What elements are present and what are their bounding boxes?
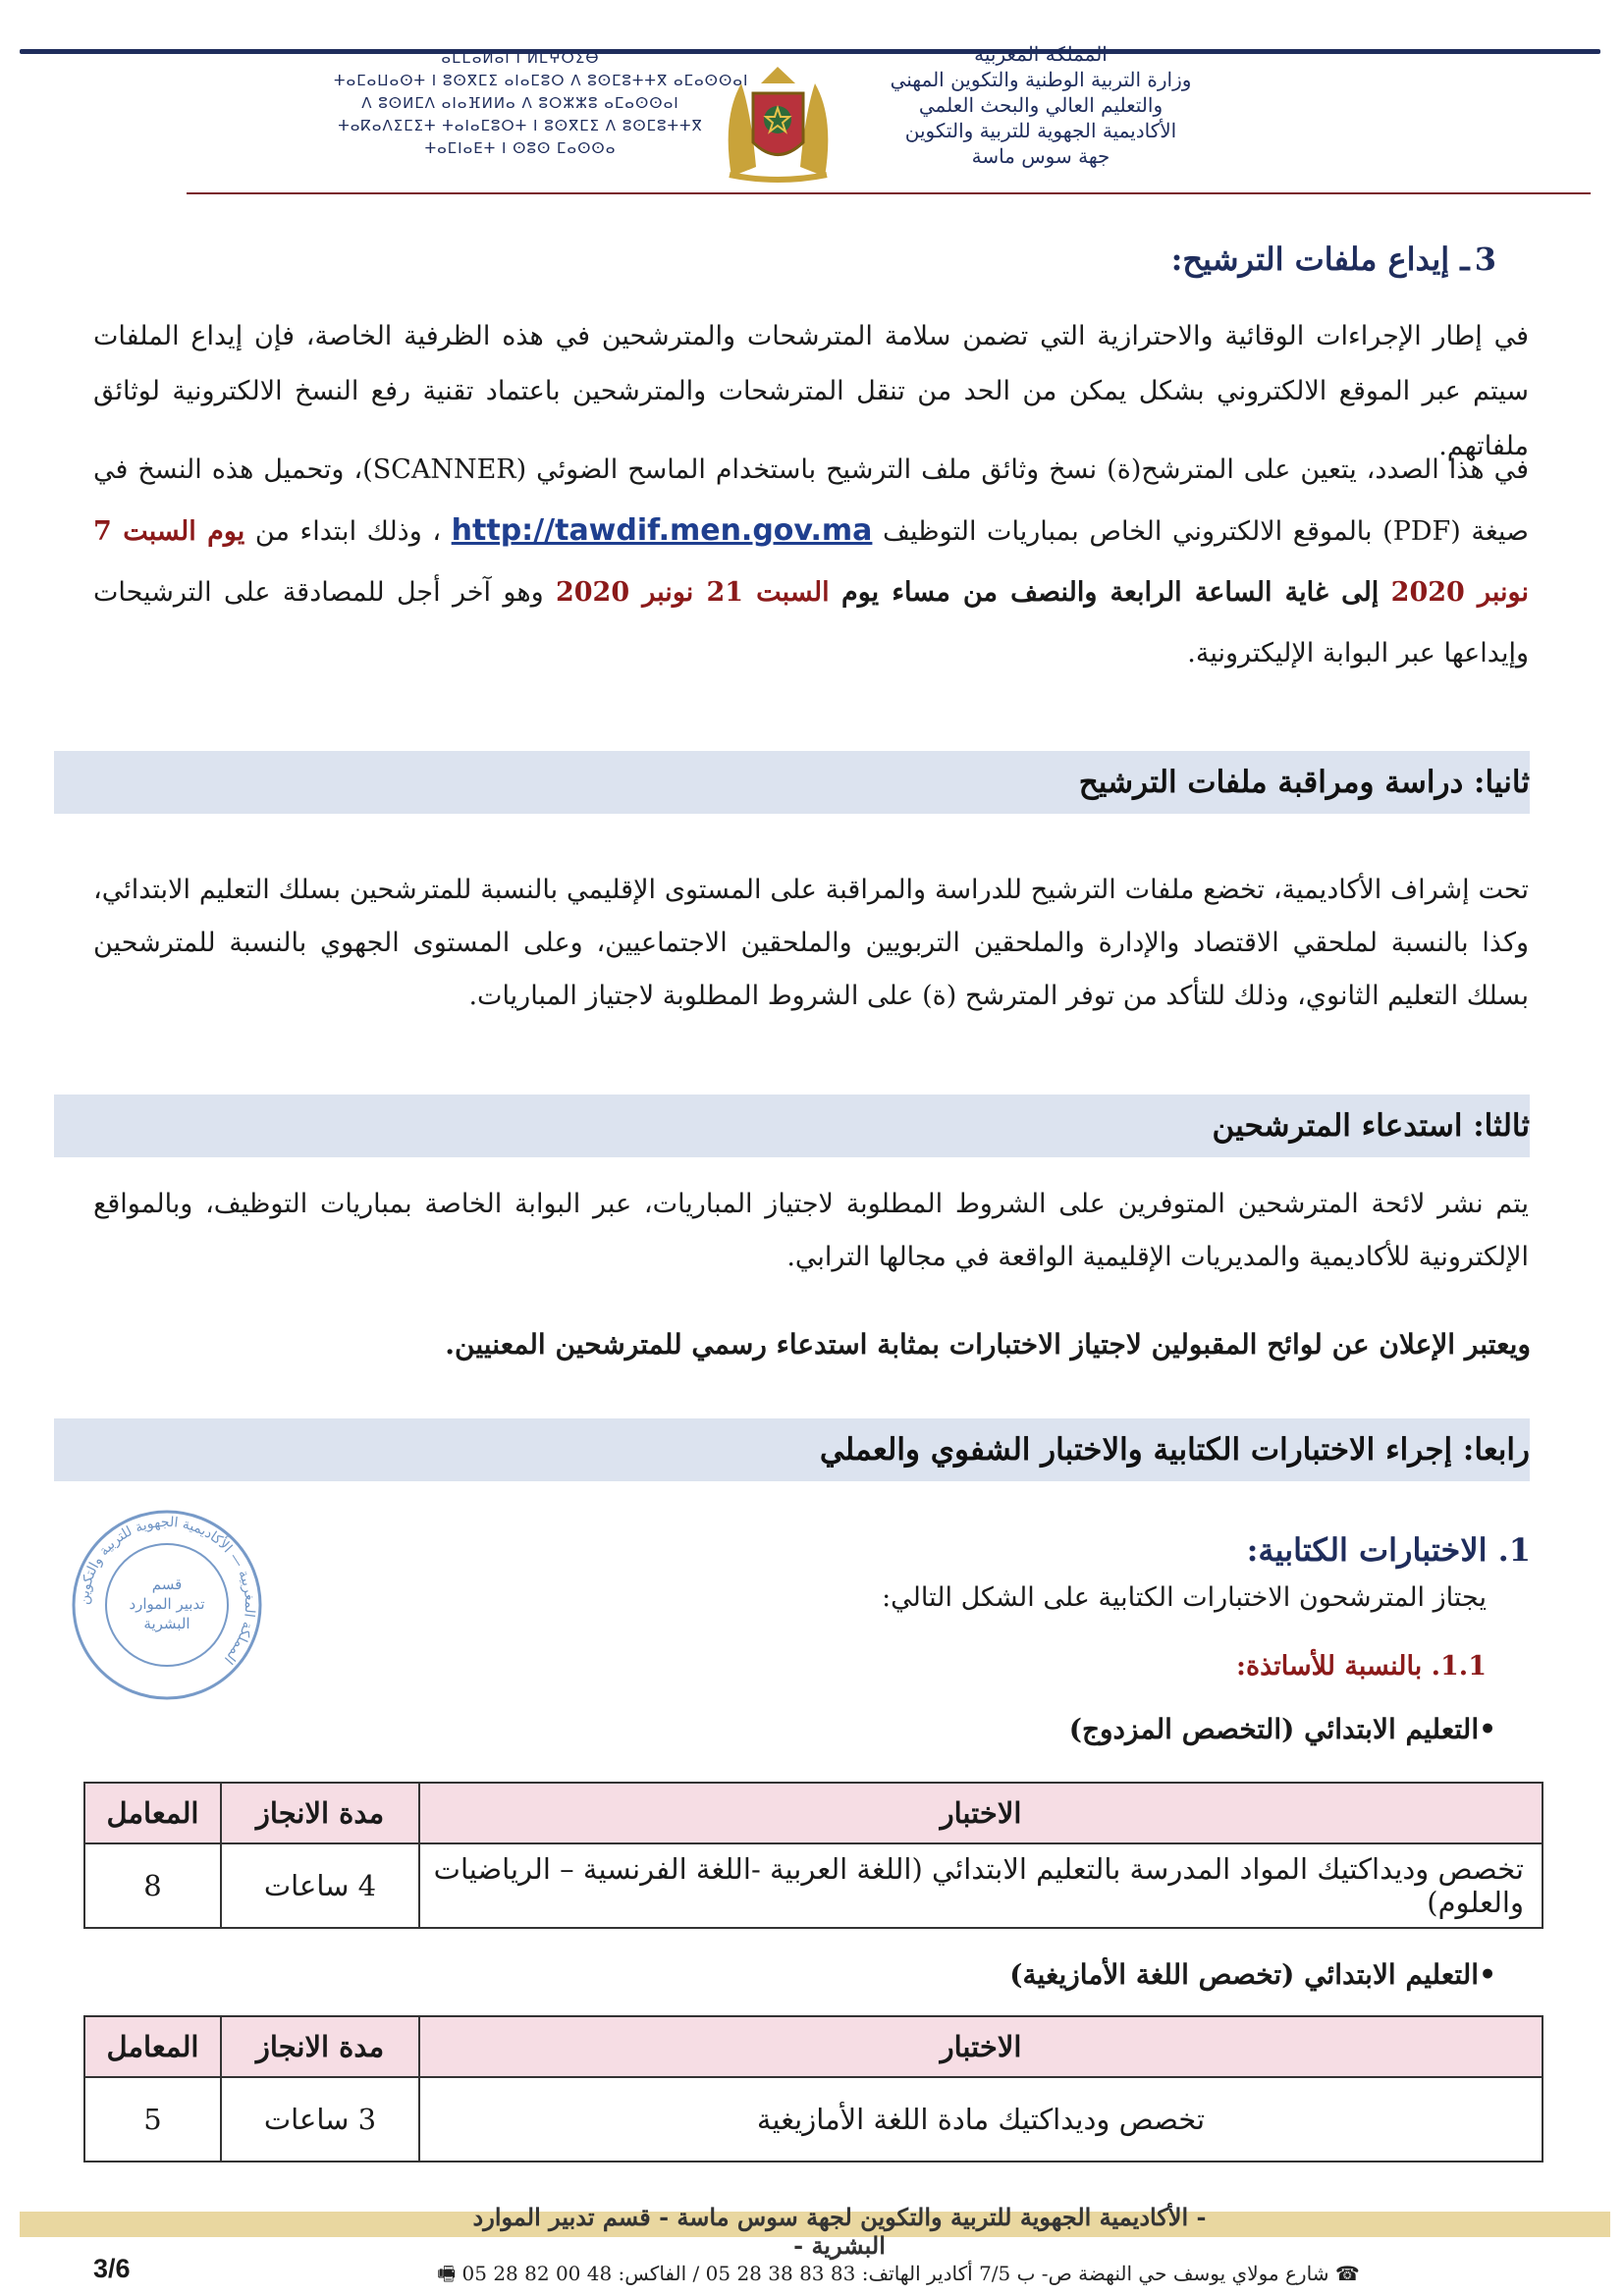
footer-title: - الأكاديمية الجهوية للتربية والتكوين لجهة سوس ماسة - قسم تدبير الموارد البشرية - [472, 2203, 1207, 2260]
header-exam: الاختبار [419, 1783, 1543, 1843]
section-four-bar [54, 1418, 1530, 1481]
bullet-icon: • [1479, 1713, 1496, 1745]
header-duration: مدة الانجاز [221, 1783, 419, 1843]
fax-icon: 🖷 [437, 2262, 457, 2285]
cell-duration: 4 ساعات [221, 1843, 419, 1928]
cell-coef: 5 [84, 2077, 221, 2162]
primary-amazigh-table [83, 2015, 1543, 2163]
section-three-paragraph: يتم نشر لائحة المترشحين المتوفرين على الشروط المطلوبة لاجتياز المباريات، عبر البوابة الخاصة بمباريات التوظيف، وبالمواقع الإلكترونية للأكاديمية والمديريات الإقليمية الواقعة في مجالها الترابي. [93, 1189, 1529, 1272]
section3-paragraph-2 [93, 440, 1529, 684]
cell-duration: 3 ساعات [221, 2077, 419, 2162]
header-coef: المعامل [84, 2016, 221, 2077]
footer-address [295, 2260, 1502, 2293]
coat-of-arms-emblem [712, 59, 844, 187]
table-row [84, 2077, 1543, 2162]
header-line: والتعليم العالي والبحث العلمي [918, 93, 1164, 117]
table2-caption [1009, 1958, 1496, 1991]
p2-end: وهو آخر أجل للمصادقة على الترشيحات وإيداعها عبر البوابة الإليكترونية. [93, 577, 1529, 668]
p2-text-b: ، وذلك ابتداء من [254, 516, 442, 547]
written-exams-heading: 1. الاختبارات الكتابية: [1246, 1531, 1531, 1569]
bullet-icon: • [1479, 1958, 1496, 1991]
table1-caption [1069, 1713, 1496, 1745]
stamp-line: البشرية [143, 1615, 190, 1632]
section-four-title: رابعا: إجراء الاختبارات الكتابية والاختبار الشفوي والعملي [819, 1432, 1530, 1468]
primary-dual-table [83, 1782, 1543, 1929]
section-two-title: ثانيا: دراسة ومراقبة ملفات الترشيح [1078, 765, 1530, 800]
header-exam: الاختبار [419, 2016, 1543, 2077]
table-header-row [84, 2016, 1543, 2077]
p2-mid: إلى غاية الساعة الرابعة والنصف من مساء يوم [840, 577, 1380, 608]
section-three-bold-note: ويعتبر الإعلان عن لوائح المقبولين لاجتياز الاختبارات بمثابة استدعاء رسمي للمترشحين المعنيين. [445, 1328, 1531, 1361]
teachers-subheading: 1.1. بالنسبة للأساتذة: [1236, 1651, 1487, 1682]
section-three-bar [54, 1095, 1530, 1157]
page-number: 3/6 [93, 2254, 131, 2283]
header-line: ⴰⵎⵎⴰⵍⴰⵏ ⵏ ⵍⵎⵖⵔⵉⴱ [441, 49, 600, 67]
header-line: ⵜⴰⵎⵏⴰⴹⵜ ⵏ ⵙⵓⵙ ⵎⴰⵙⵙⴰ [424, 139, 617, 157]
header-line: ⵜⴰⴽⴰⴷⵉⵎⵉⵜ ⵜⴰⵏⴰⵎⵓⵔⵜ ⵏ ⵓⵙⴳⵎⵉ ⴷ ⵓⵙⵎⵓⵜⵜⴳ [338, 117, 703, 134]
section-three-title: ثالثا: استدعاء المترشحين [1212, 1108, 1530, 1144]
stamp-line: تدبير الموارد [129, 1595, 205, 1613]
table2-caption-text: التعليم الابتدائي (تخصص اللغة الأمازيغية) [1009, 1958, 1480, 1991]
section3-number: 3 [1474, 240, 1496, 278]
header-duration: مدة الانجاز [221, 2016, 419, 2077]
stamp-line: قسم [151, 1575, 183, 1593]
official-stamp [69, 1507, 265, 1703]
cell-exam: تخصص وديداكتيك المواد المدرسة بالتعليم الابتدائي (اللغة العربية -اللغة الفرنسية – الرياضيات والعلوم) [419, 1843, 1543, 1928]
header-top-rule [20, 49, 1600, 54]
section3-heading [1171, 240, 1496, 278]
cell-coef: 8 [84, 1843, 221, 1928]
stamp-ring-text: المملكة المغربية — الأكاديمية الجهوية للتربية والتكوين [76, 1514, 258, 1668]
tawdif-link[interactable]: http://tawdif.men.gov.ma [451, 513, 873, 548]
written-exams-intro: يجتاز المترشحون الاختبارات الكتابية على الشكل التالي: [882, 1582, 1487, 1613]
header-line: وزارة التربية الوطنية والتكوين المهني [890, 68, 1192, 91]
p2-end-date: السبت 21 نونبر 2020 [555, 577, 830, 608]
footer-address-text: شارع مولاي يوسف حي النهضة ص- ب 7/5 أكادير الهاتف: 83 83 38 28 05 / الفاكس: 48 00 82 28 05 [461, 2262, 1329, 2285]
header-line: جهة سوس ماسة [971, 144, 1110, 168]
section3-title: ـ إيداع ملفات الترشيح: [1170, 240, 1470, 278]
section3-paragraph-1: في إطار الإجراءات الوقائية والاحترازية التي تضمن سلامة المترشحات والمترشحين في هذه الظرفية الخاصة، فإن إيداع الملفات سيتم عبر الموقع الالكتروني بشكل يمكن من الحد من تنقل المترشحات والمترشحين باعتماد تقنية رفع النسخ الالكترونية لوثائق ملفاتهم. [93, 321, 1529, 461]
section-two-paragraph: تحت إشراف الأكاديمية، تخضع ملفات الترشيح للدراسة والمراقبة على المستوى الإقليمي بالنسبة للمترشحين بسلك التعليم الابتدائي، وكذا بالنسبة لملحقي الاقتصاد والإدارة والملحقين التربويين والملحقين الاجتماعيين، وعلى المستوى الجهوي بالنسبة للمترشحين بسلك التعليم الثانوي، وذلك للتأكد من توفر المترشح (ة) على الشروط المطلوبة لاجتياز المباريات. [93, 875, 1529, 1011]
p2-text-a: في هذا الصدد، يتعين على المترشح(ة) نسخ وثائق ملف الترشيح باستخدام الماسح الضوئي (SCANNER)، وتحميل هذه النسخ في صيغة (PDF) بالموقع الالكتروني الخاص بمباريات التوظيف [93, 454, 1529, 547]
cell-exam: تخصص وديداكتيك مادة اللغة الأمازيغية [419, 2077, 1543, 2162]
header-coef: المعامل [84, 1783, 221, 1843]
header-arabic-block [864, 41, 1218, 169]
table-header-row [84, 1783, 1543, 1843]
header-line: الأكاديمية الجهوية للتربية والتكوين [904, 119, 1177, 142]
section-two-bar [54, 751, 1530, 814]
p2-start-date: يوم السبت 7 نونبر 2020 [93, 516, 1529, 608]
header-line: ⵜⴰⵎⴰⵡⴰⵙⵜ ⵏ ⵓⵙⴳⵎⵉ ⴰⵏⴰⵎⵓⵔ ⴷ ⵓⵙⵎⵓⵜⵜⴳ ⴰⵎⴰⵙⵙⴰⵏ [334, 72, 749, 89]
header-line: ⴷ ⵓⵙⵍⵎⴷ ⴰⵏⴰⴼⵍⵍⴰ ⴷ ⵓⵔⵣⵣⵓ ⴰⵎⴰⵙⵙⴰⵏ [361, 94, 679, 112]
table1-caption-text: التعليم الابتدائي (التخصص المزدوج) [1068, 1713, 1480, 1745]
table-row [84, 1843, 1543, 1928]
header-tifinagh-block [334, 47, 749, 160]
phone-icon: ☎ [1334, 2262, 1360, 2285]
header-line: المملكة المغربية [974, 42, 1108, 66]
header-bottom-rule [187, 192, 1591, 194]
